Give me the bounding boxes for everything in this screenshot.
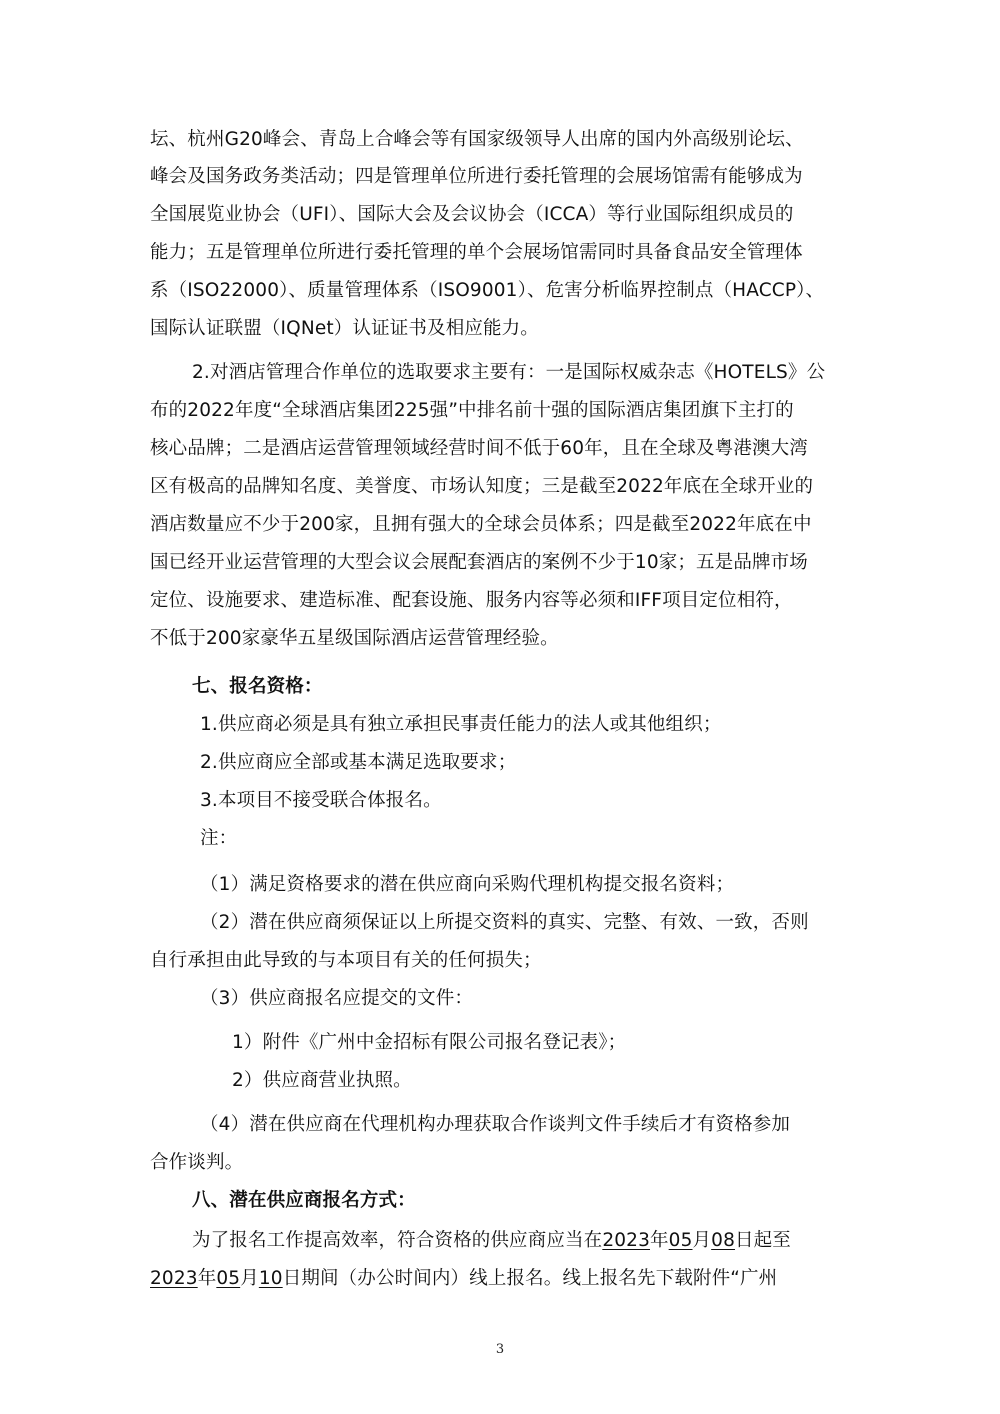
note-subitem: 2）供应商营业执照。 [232,1070,412,1091]
body-line: 系（ISO22000）、质量管理体系（ISO9001）、危害分析临界控制点（HACCP）、 [150,280,825,301]
note-item: 自行承担由此导致的与本项目有关的任何损失； [150,950,542,971]
body-line: 酒店数量应不少于200家，且拥有强大的全球会员体系；四是截至2022年底在中 [150,514,812,535]
note-item: （3）供应商报名应提交的文件： [200,988,474,1009]
start-day: 08 [711,1230,735,1251]
body-line: 区有极高的品牌知名度、美誉度、市场认知度；三是截至2022年底在全球开业的 [150,476,814,497]
text-segment: 年 [650,1230,669,1251]
list-item: 3.本项目不接受联合体报名。 [200,790,442,811]
end-month: 05 [216,1268,241,1289]
text-segment: 日期间（办公时间内）线上报名。线上报名先下载附件“广州 [282,1268,778,1289]
page-number: 3 [495,1342,505,1357]
body-line: 2.对酒店管理合作单位的选取要求主要有：一是国际权威杂志《HOTELS》公 [192,362,826,383]
body-line: 核心品牌；二是酒店运营管理领域经营时间不低于60年，且在全球及粤港澳大湾 [150,438,808,459]
body-line: 能力；五是管理单位所进行委托管理的单个会展场馆需同时具备食品安全管理体 [150,242,803,263]
note-item: （1）满足资格要求的潜在供应商向采购代理机构提交报名资料； [200,874,735,895]
text-segment: 为了报名工作提高效率，符合资格的供应商应当在 [192,1230,603,1251]
end-year: 2023 [150,1268,198,1289]
note-item: （2）潜在供应商须保证以上所提交资料的真实、完整、有效、一致，否则 [200,912,809,933]
text-segment: 年 [197,1268,217,1289]
note-subitem: 1）附件《广州中金招标有限公司报名登记表》； [232,1032,627,1053]
list-item: 2.供应商应全部或基本满足选取要求； [200,752,517,773]
body-line: 布的2022年度“全球酒店集团225强”中排名前十强的国际酒店集团旗下主打的 [150,400,794,421]
note-label: 注： [200,828,238,849]
list-item: 1.供应商必须是具有独立承担民事责任能力的法人或其他组织； [200,714,722,735]
start-year: 2023 [602,1230,650,1251]
body-line: 不低于200家豪华五星级国际酒店运营管理经验。 [150,628,559,649]
body-line: 定位、设施要求、建造标准、配套设施、服务内容等必须和IFF项目定位相符， [150,590,793,611]
body-line: 峰会及国务政务类活动；四是管理单位所进行委托管理的会展场馆需有能够成为 [150,166,803,187]
end-day: 10 [258,1268,283,1289]
body-line: 国已经开业运营管理的大型会议会展配套酒店的案例不少于10家；五是品牌市场 [150,552,808,573]
registration-period-line [192,1228,791,1254]
body-line: 坛、杭州G20峰会、青岛上合峰会等有国家级领导人出席的国内外高级别论坛、 [150,129,804,150]
section-heading: 八、潜在供应商报名方式： [192,1190,416,1211]
body-line: 全国展览业协会（UFI）、国际大会及会议协会（ICCA）等行业国际组织成员的 [150,204,794,225]
text-segment: 日起至 [735,1230,791,1251]
note-item: 合作谈判。 [150,1152,244,1173]
body-line: 国际认证联盟（IQNet）认证证书及相应能力。 [150,318,539,339]
start-month: 05 [668,1230,693,1251]
registration-period-line [150,1266,777,1292]
note-item: （4）潜在供应商在代理机构办理获取合作谈判文件手续后才有资格参加 [200,1114,791,1135]
text-segment: 月 [240,1268,259,1289]
section-heading: 七、报名资格： [192,676,323,697]
text-segment: 月 [692,1230,712,1251]
